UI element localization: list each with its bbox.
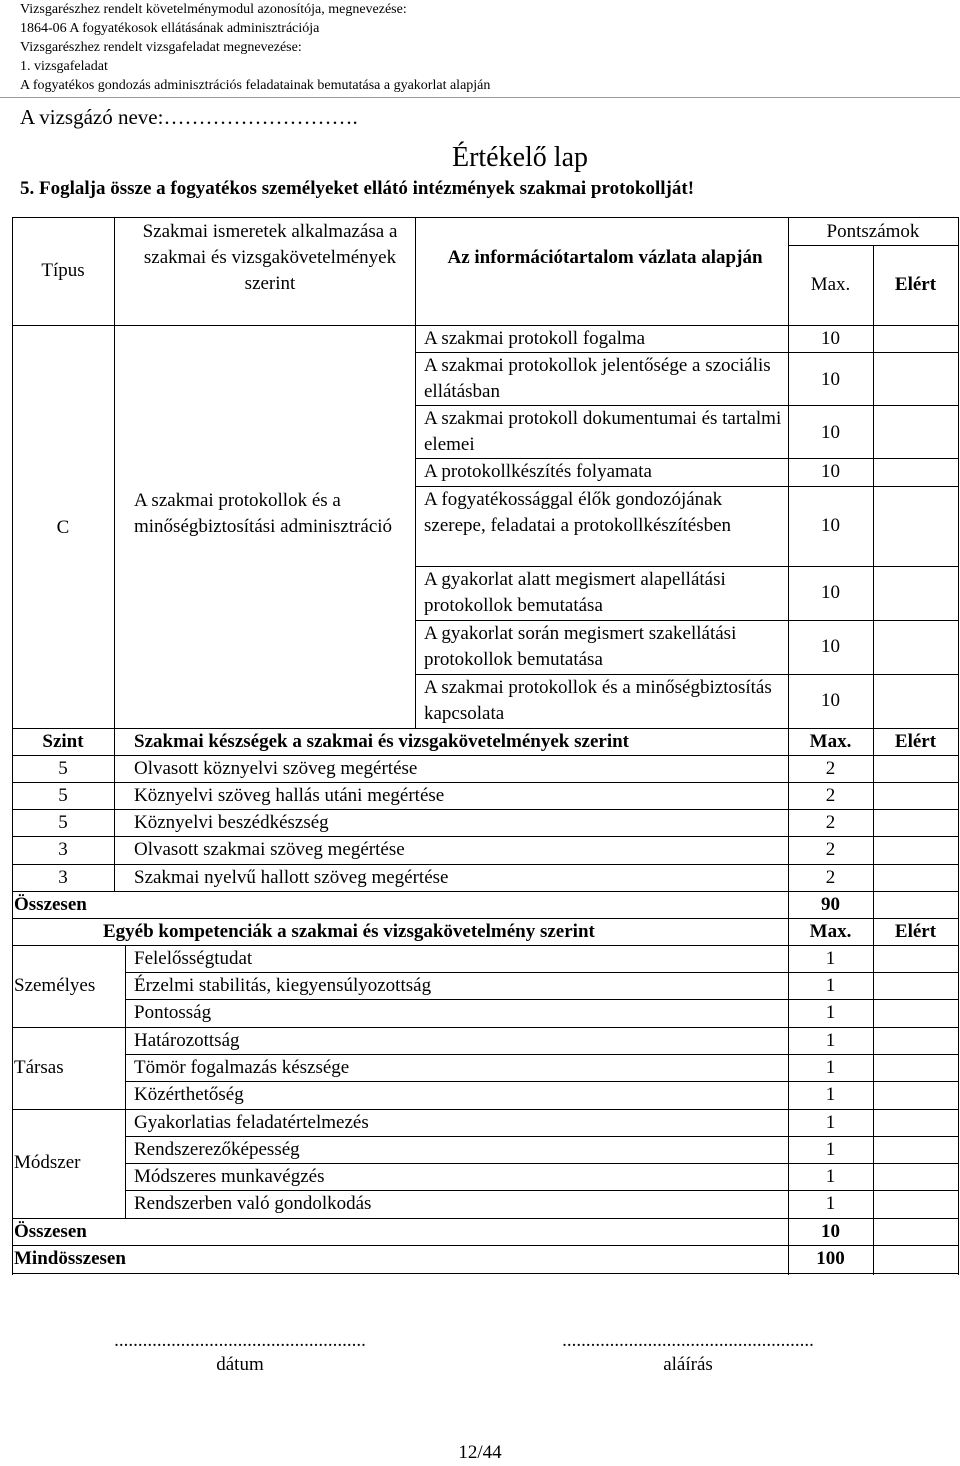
column-header-type: Típus [41, 260, 85, 281]
competency-max: 1 [825, 1112, 836, 1133]
table-border [114, 728, 115, 892]
signature-label: aláírás [663, 1354, 713, 1375]
table-row-text: A szakmai protokollok és a minőségbiztosítás kapcsolata [424, 677, 772, 724]
knowledge-value: A szakmai protokollok és a minőségbiztosítási adminisztráció [134, 490, 393, 537]
skill-level: 5 [58, 785, 68, 806]
date-line: ..................................................... [114, 1330, 366, 1351]
table-row-max: 10 [821, 422, 840, 443]
skill-text: Köznyelvi beszédkészség [134, 812, 329, 833]
header-line: A fogyatékos gondozás adminisztrációs feladatainak bemutatása a gyakorlat alapján [20, 78, 491, 93]
subtotal-value: 90 [821, 894, 840, 915]
subtotal-value: 10 [821, 1221, 840, 1242]
column-header-achieved: Elért [894, 921, 937, 942]
subtotal-label: Összesen [14, 894, 87, 915]
group-label: Személyes [14, 975, 96, 996]
column-header-info: Az információtartalom vázlata alapján [447, 247, 763, 268]
competency-max: 1 [825, 1057, 836, 1078]
column-header-max: Max. [809, 731, 852, 752]
group-label: Társas [14, 1057, 64, 1078]
competency-text: Rendszerezőképesség [134, 1139, 300, 1160]
table-row-max: 10 [821, 690, 840, 711]
column-header-other: Egyéb kompetenciák a szakmai és vizsgakövetelmény szerint [103, 921, 595, 942]
competency-text: Közérthetőség [134, 1084, 244, 1105]
skill-text: Olvasott szakmai szöveg megértése [134, 839, 405, 860]
competency-text: Felelősségtudat [134, 948, 253, 969]
table-row-text: A szakmai protokollok jelentősége a szociális ellátásban [424, 355, 771, 402]
table-row-text: A fogyatékossággal élők gondozójának szerepe, feladatai a protokollkészítésben [424, 489, 732, 536]
competency-max: 1 [825, 1139, 836, 1160]
date-label: dátum [216, 1354, 264, 1375]
table-row-max: 10 [821, 515, 840, 536]
column-header-achieved: Elért [894, 731, 937, 752]
table-row-max: 10 [821, 461, 840, 482]
table-border [788, 245, 958, 246]
skill-max: 2 [825, 839, 836, 860]
header-line: 1. vizsgafeladat [20, 59, 108, 74]
page-number: 12/44 [458, 1442, 502, 1463]
row-border [12, 1273, 958, 1274]
examinee-name-label: A vizsgázó neve:………………………. [20, 105, 358, 129]
skill-level: 5 [58, 758, 68, 779]
header-line: Vizsgarészhez rendelt vizsgafeladat megnevezése: [20, 40, 302, 55]
skill-max: 2 [825, 785, 836, 806]
skill-text: Olvasott köznyelvi szöveg megértése [134, 758, 418, 779]
document-header [20, 0, 490, 95]
grand-total-label: Mindösszesen [14, 1248, 126, 1269]
skill-max: 2 [825, 758, 836, 779]
table-border [873, 245, 874, 1275]
group-label: Módszer [14, 1152, 81, 1173]
column-header-skills: Szakmai készségek a szakmai és vizsgakövetelmények szerint [134, 731, 629, 752]
task-statement: 5. Foglalja össze a fogyatékos személyeket ellátó intézmények szakmai protokollját! [20, 178, 695, 199]
table-border [958, 217, 959, 1275]
page-title: Értékelő lap [451, 142, 589, 173]
table-border [114, 217, 115, 728]
table-row-text: A szakmai protokoll dokumentumai és tartalmi elemei [424, 408, 782, 455]
column-header-max: Max. [810, 274, 851, 295]
competency-text: Határozottság [134, 1030, 240, 1051]
competency-text: Gyakorlatias feladatértelmezés [134, 1112, 369, 1133]
competency-text: Érzelmi stabilitás, kiegyensúlyozottság [134, 975, 432, 996]
skill-text: Szakmai nyelvű hallott szöveg megértése [134, 867, 449, 888]
competency-text: Pontosság [134, 1002, 212, 1023]
subtotal-label: Összesen [14, 1221, 87, 1242]
table-row-text: A gyakorlat alatt megismert alapellátási protokollok bemutatása [424, 569, 726, 616]
column-header-knowledge: Szakmai ismeretek alkalmazása a szakmai és vizsgakövetelmények szerint [142, 221, 398, 294]
column-header-max: Max. [809, 921, 852, 942]
table-row-text: A protokollkészítés folyamata [424, 461, 652, 482]
competency-max: 1 [825, 1084, 836, 1105]
competency-max: 1 [825, 1002, 836, 1023]
competency-text: Tömör fogalmazás készsége [134, 1057, 350, 1078]
competency-max: 1 [825, 1166, 836, 1187]
signature-line: ..................................................... [562, 1330, 814, 1351]
table-border [415, 217, 416, 728]
table-row-max: 10 [821, 636, 840, 657]
column-header-level: Szint [42, 731, 84, 752]
type-value: C [56, 517, 70, 538]
skill-level: 5 [58, 812, 68, 833]
table-row-max: 10 [821, 328, 840, 349]
skill-max: 2 [825, 812, 836, 833]
competency-max: 1 [825, 1193, 836, 1214]
header-line: Vizsgarészhez rendelt követelménymodul azonosítója, megnevezése: [20, 2, 407, 17]
competency-max: 1 [825, 948, 836, 969]
skill-max: 2 [825, 867, 836, 888]
competency-max: 1 [825, 975, 836, 996]
header-divider [0, 97, 960, 98]
skill-level: 3 [58, 839, 68, 860]
table-row-text: A szakmai protokoll fogalma [424, 328, 646, 349]
column-header-points: Pontszámok [826, 221, 920, 242]
table-row-max: 10 [821, 582, 840, 603]
skill-text: Köznyelvi szöveg hallás utáni megértése [134, 785, 445, 806]
table-row-text: A gyakorlat során megismert szakellátási protokollok bemutatása [424, 623, 737, 670]
competency-max: 1 [825, 1030, 836, 1051]
skill-level: 3 [58, 867, 68, 888]
table-row-max: 10 [821, 369, 840, 390]
header-line: 1864-06 A fogyatékosok ellátásának adminisztrációja [20, 21, 320, 36]
competency-text: Rendszerben való gondolkodás [134, 1193, 372, 1214]
grand-total-value: 100 [816, 1248, 845, 1269]
table-border [12, 217, 958, 218]
competency-text: Módszeres munkavégzés [134, 1166, 325, 1187]
column-header-achieved: Elért [894, 274, 937, 295]
